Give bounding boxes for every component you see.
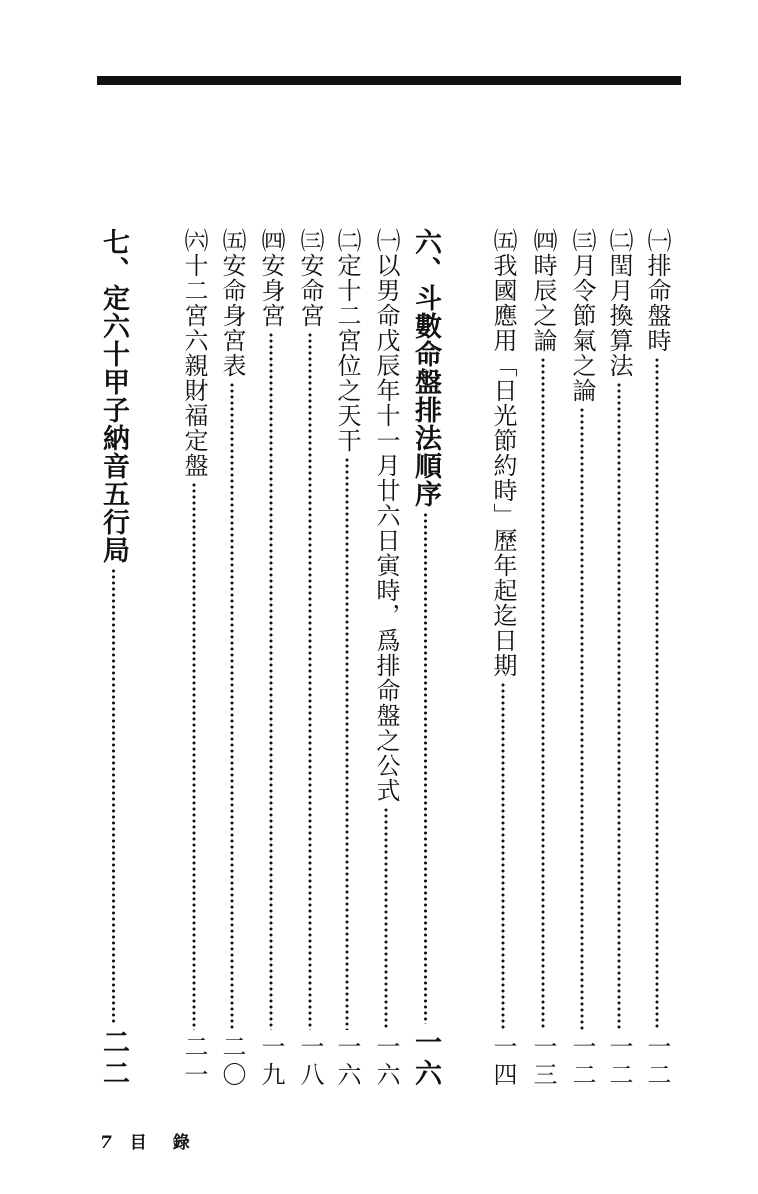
entry-title: ㈤安命身宮表 — [218, 228, 246, 378]
toc-entry-6-6[interactable] — [182, 228, 206, 1090]
dot-leader — [531, 357, 555, 1030]
dot-leader — [645, 357, 669, 1030]
entry-page-number: 一三 — [529, 1034, 557, 1090]
toc-entry-6-2[interactable] — [335, 228, 359, 1090]
entry-page-number: 二〇 — [218, 1034, 246, 1090]
toc-section-7[interactable] — [100, 228, 127, 1090]
toc-entry-4[interactable] — [531, 228, 555, 1090]
dot-leader — [570, 407, 594, 1030]
entry-title: ㈡閏月換算法 — [605, 228, 633, 378]
toc-entry-1[interactable] — [645, 228, 669, 1090]
dot-leader — [298, 332, 322, 1030]
dot-leader — [412, 512, 439, 1024]
toc-entry-2[interactable] — [607, 228, 631, 1090]
entry-page-number: 一二 — [568, 1034, 596, 1090]
entry-title: ㈣安身宮 — [257, 228, 285, 328]
toc-entry-3[interactable] — [570, 228, 594, 1090]
entry-page-number: 一六 — [333, 1034, 361, 1090]
entry-page-number: 二一 — [180, 1034, 208, 1090]
entry-page-number: 一二 — [643, 1034, 671, 1090]
entry-page-number: 二二 — [98, 1028, 129, 1090]
footer-title-char: 錄 — [172, 1133, 190, 1153]
toc-entry-6-3[interactable] — [298, 228, 322, 1090]
entry-title: ㈤我國應用「日光節約時」歷年起迄日期 — [489, 228, 517, 678]
dot-leader — [374, 807, 398, 1030]
entry-page-number: 一四 — [489, 1034, 517, 1090]
toc-section-6[interactable] — [412, 228, 439, 1090]
toc-entry-5[interactable] — [491, 228, 515, 1090]
entry-page-number: 一六 — [372, 1034, 400, 1090]
entry-page-number: 一二 — [605, 1034, 633, 1090]
entry-title: ㈠排命盤時 — [643, 228, 671, 353]
toc-entry-6-4[interactable] — [259, 228, 283, 1090]
entry-title: ㈣時辰之論 — [529, 228, 557, 353]
entry-title: ㈢安命宮 — [296, 228, 324, 328]
entry-title: ㈥十二宮六親財福定盤 — [180, 228, 208, 478]
footer-title-char: 目 — [129, 1133, 147, 1153]
dot-leader — [220, 382, 244, 1030]
dot-leader — [100, 568, 127, 1024]
top-rule — [97, 76, 681, 85]
entry-title: ㈡定十二宮位之天干 — [333, 228, 361, 453]
dot-leader — [335, 457, 359, 1030]
section-title: 六、斗數命盤排法順序 — [410, 228, 441, 508]
page-footer — [100, 1128, 190, 1153]
section-title: 七、定六十甲子納音五行局 — [98, 228, 129, 564]
footer-page-number: 7 — [100, 1133, 112, 1153]
dot-leader — [607, 382, 631, 1030]
toc-entry-6-1[interactable] — [374, 228, 398, 1090]
dot-leader — [182, 482, 206, 1030]
toc-entry-6-5[interactable] — [220, 228, 244, 1090]
entry-page-number: 一八 — [296, 1034, 324, 1090]
dot-leader — [259, 332, 283, 1030]
dot-leader — [491, 682, 515, 1030]
entry-title: ㈢月令節氣之論 — [568, 228, 596, 403]
entry-page-number: 一九 — [257, 1034, 285, 1090]
entry-page-number: 一六 — [410, 1028, 441, 1090]
entry-title: ㈠以男命戊辰年十一月廿六日寅時，爲排命盤之公式 — [372, 228, 400, 803]
